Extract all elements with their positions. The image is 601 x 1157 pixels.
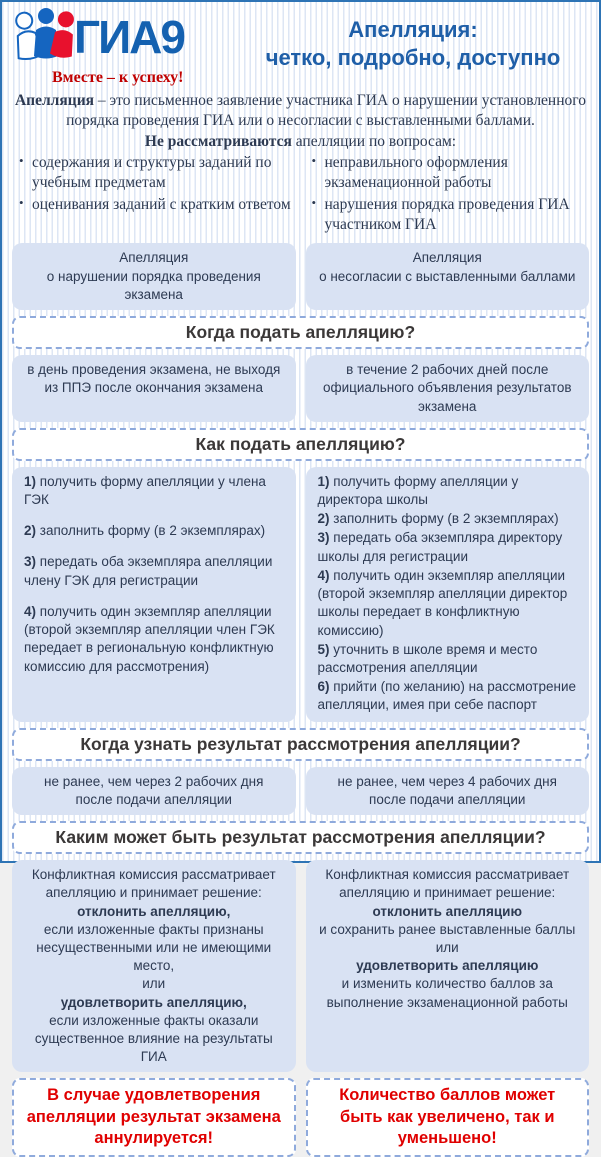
warning-score-change: Количество баллов может быть как увеличено, так и уменьшено! [306,1078,590,1156]
when-submit-row [12,355,589,422]
not-considered-line [12,133,589,151]
step-text: получить форму апелляции у члена ГЭК [24,473,266,507]
intro-definition-text: – это письменное заявление участника ГИА о нарушении установленного порядка проведения ГИА или о несогласии с выставленными баллами. [66,92,586,130]
section-heading-when-result: Когда узнать результат рассмотрения апелляции? [12,728,589,761]
list-item: • оценивания заданий с кратким ответом [32,195,297,215]
decision-line-or: или [435,939,459,955]
how-submit-scores-box [306,467,590,722]
decision-line-satisfy: удовлетворить апелляцию [356,958,539,974]
step-item [318,567,578,640]
when-submit-scores-box: в течение 2 рабочих дней после официального объявления результатов экзамена [306,355,590,422]
decision-line: и сохранить ранее выставленные баллы [319,921,576,937]
decision-line-or: или [142,976,166,992]
decision-line: Конфликтная комиссия рассматривает апелляцию и принимает решение: [325,867,570,901]
outcome-scores-box [306,860,590,1072]
step-item [24,603,284,676]
when-result-scores-box: не ранее, чем через 4 рабочих дня после подачи апелляции [306,767,590,815]
intro-definition [12,91,589,132]
gia9-logo [12,6,237,87]
step-item [318,510,578,528]
page-title-line2: четко, подробно, доступно [265,44,561,70]
brand-slogan: Вместе – к успеху! [52,69,184,86]
when-submit-violation-box: в день проведения экзамена, не выходя из ППЭ после окончания экзамена [12,355,296,422]
warnings-row [12,1078,589,1156]
not-considered-bold: Не рассматриваются [144,132,292,150]
step-number: 2) [24,523,37,539]
step-number: 2) [317,511,330,527]
section-heading-outcome: Каким может быть результат рассмотрения апелляции? [12,821,589,854]
section-heading-how-submit: Как подать апелляцию? [12,428,589,461]
how-submit-violation-steps [24,473,284,676]
list-item: • нарушения порядка проведения ГИА участником ГИА [325,195,590,235]
excluded-topics-right [305,153,590,238]
step-number: 6) [317,679,330,695]
step-number: 4) [317,567,330,583]
excluded-topics [12,153,589,238]
appeal-types-row [12,243,589,310]
step-text: заполнить форму (в 2 экземплярах) [333,511,559,527]
step-item [24,473,284,509]
appeal-type-scores-line1: Апелляция [412,250,482,266]
step-text: получить один экземпляр апелляции (второй экземпляр апелляции член ГЭК передает в региональную конфликтную комиссию для рассмотрения) [24,603,275,674]
step-number: 4) [24,603,37,619]
step-number: 5) [317,641,330,657]
page-title-line1: Апелляция: [348,17,478,42]
appeal-type-violation-line1: Апелляция [119,250,189,266]
step-text: уточнить в школе время и место рассмотрения апелляции [317,641,538,675]
step-item [24,522,284,540]
step-number: 1) [317,473,330,489]
step-number: 3) [24,554,37,570]
step-text: получить форму апелляции у директора школы [317,473,519,507]
step-text: передать оба экземпляра апелляции члену ГЭК для регистрации [24,554,273,588]
how-submit-scores-steps [318,473,578,715]
step-text: передать оба экземпляра директору школы для регистрации [317,530,563,564]
how-submit-violation-box [12,467,296,722]
step-item [318,678,578,714]
appeal-type-violation-line2: о нарушении порядка проведения экзамена [46,268,261,302]
decision-line: Конфликтная комиссия рассматривает апелляцию и принимает решение: [31,867,276,901]
decision-line-satisfy: удовлетворить апелляцию, [60,994,247,1010]
step-text: получить один экземпляр апелляции (второй экземпляр апелляции директор школы передает в конфликтную комиссию) [317,567,568,638]
appeal-type-scores-box [306,243,590,310]
step-text: прийти (по желанию) на рассмотрение апелляции, имея при себе паспорт [317,679,576,713]
when-result-violation-box: не ранее, чем через 2 рабочих дня после подачи апелляции [12,767,296,815]
excluded-topics-left [12,153,297,238]
outcome-violation-box [12,860,296,1072]
intro-term: Апелляция [14,92,95,109]
step-text: заполнить форму (в 2 экземплярах) [39,523,266,539]
decision-line: если изложенные факты признаны несущественными или не имеющими место, [36,921,272,974]
list-item: • неправильного оформления экзаменационной работы [325,153,590,193]
decision-line: если изложенные факты оказали существенное влияние на результаты ГИА [34,1012,273,1065]
step-item [24,553,284,589]
warning-annulment: В случае удовлетворения апелляции результат экзамена аннулируется! [12,1078,296,1156]
page-title [237,6,589,71]
step-number: 3) [317,530,330,546]
list-item: • содержания и структуры заданий по учебным предметам [32,153,297,193]
step-item [318,529,578,565]
poster-header [12,6,589,87]
brand-text: ГИА9 [74,11,184,63]
section-heading-when-submit: Когда подать апелляцию? [12,316,589,349]
step-number: 1) [24,473,37,489]
step-item [318,641,578,677]
appeal-type-violation-box [12,243,296,310]
people-icon [14,6,78,68]
appeal-type-scores-line2: о несогласии с выставленными баллами [319,268,576,284]
not-considered-rest: апелляции по вопросам: [291,132,457,150]
outcome-row [12,860,589,1072]
step-item [318,473,578,509]
decision-line-reject: отклонить апелляцию [372,903,523,919]
decision-line-reject: отклонить апелляцию, [77,903,231,919]
when-result-row [12,767,589,815]
decision-line: и изменить количество баллов за выполнение экзаменационной работы [326,976,568,1010]
how-submit-row [12,467,589,722]
